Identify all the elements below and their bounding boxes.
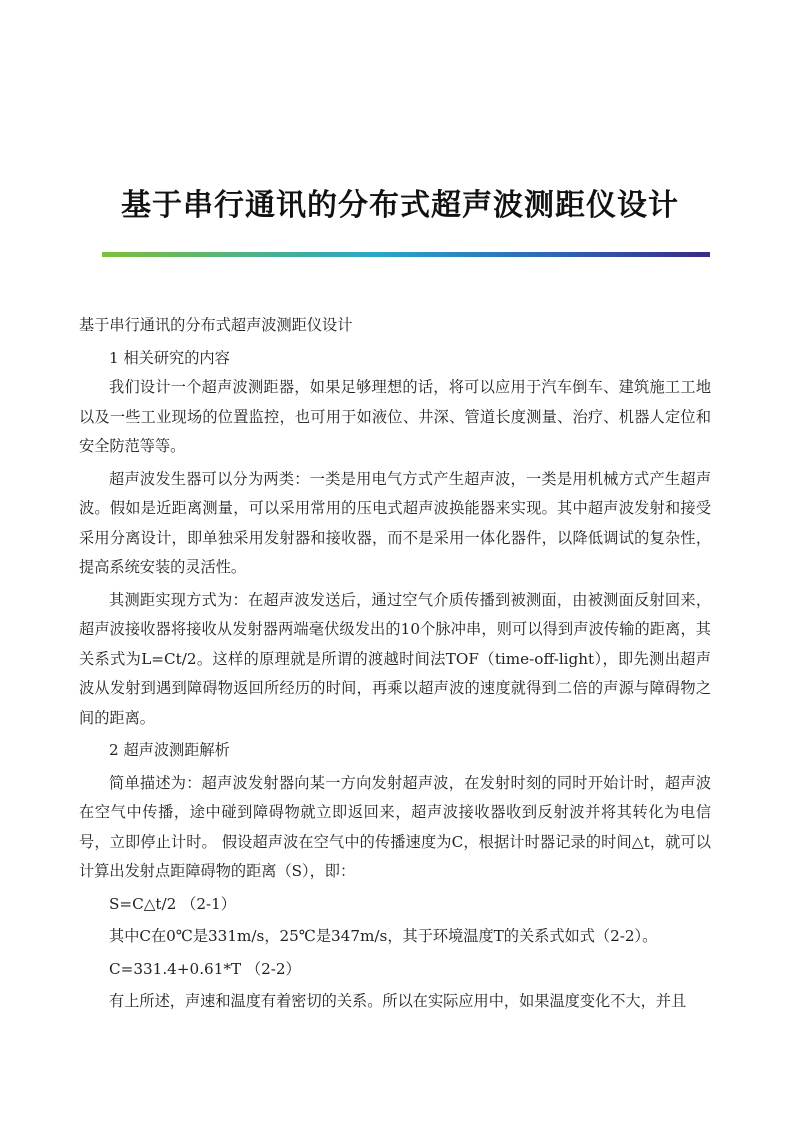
paragraph: 其中C在0℃是331m/s，25℃是347m/s，其于环境温度T的关系式如式（2-2）。	[109, 927, 658, 945]
formula-2-2: C=331.4+0.61*T （2-2）	[109, 959, 301, 978]
section-heading-1: 1 相关研究的内容	[109, 348, 230, 367]
formula-2-1: S=C△t/2 （2-1）	[109, 894, 236, 913]
page-title: 基于串行通讯的分布式超声波测距仪设计	[121, 188, 679, 224]
body-heading: 基于串行通讯的分布式超声波测距仪设计	[79, 316, 353, 334]
paragraph: 简单描述为：超声波发射器向某一方向发射超声波，在发射时刻的同时开始计时，超声波在空气中传播，途中碰到障碍物就立即返回来，超声波接收器收到反射波并将其转化为电信号，立即停止计时。 假设超声波在空气中的传播速度为C，根据计时器记录的时间△t，就可以计算出发射点距障碍物的距离（S），即：	[79, 773, 711, 880]
title-divider	[102, 252, 710, 257]
paragraph: 我们设计一个超声波测距器，如果足够理想的话，将可以应用于汽车倒车、建筑施工工地以及一些工业现场的位置监控，也可用于如液位、井深、管道长度测量、治疗、机器人定位和安全防范等等。	[79, 378, 711, 455]
section-heading-2: 2 超声波测距解析	[109, 741, 230, 759]
paragraph: 其测距实现方式为：在超声波发送后，通过空气介质传播到被测面，由被测面反射回来，超声波接收器将接收从发射器两端毫伏级发出的10个脉冲串，则可以得到声波传输的距离，其关系式为L=Ct/2。这样的原理就是所谓的渡越时间法TOF（time-off-light），即先测出超声波从发射到遇到障碍物返回所经历的时间，再乘以超声波的速度就得到二倍的声源与障碍物之间的距离。	[79, 590, 711, 727]
paragraph: 有上所述，声速和温度有着密切的关系。所以在实际应用中，如果温度变化不大，并且	[109, 992, 687, 1010]
document-body	[79, 311, 711, 1017]
paragraph: 超声波发生器可以分为两类：一类是用电气方式产生超声波，一类是用机械方式产生超声波。假如是近距离测量，可以采用常用的压电式超声波换能器来实现。其中超声波发射和接受采用分离设计，即单独采用发射器和接收器，而不是采用一体化器件，以降低调试的复杂性，提高系统安装的灵活性。	[79, 469, 711, 576]
